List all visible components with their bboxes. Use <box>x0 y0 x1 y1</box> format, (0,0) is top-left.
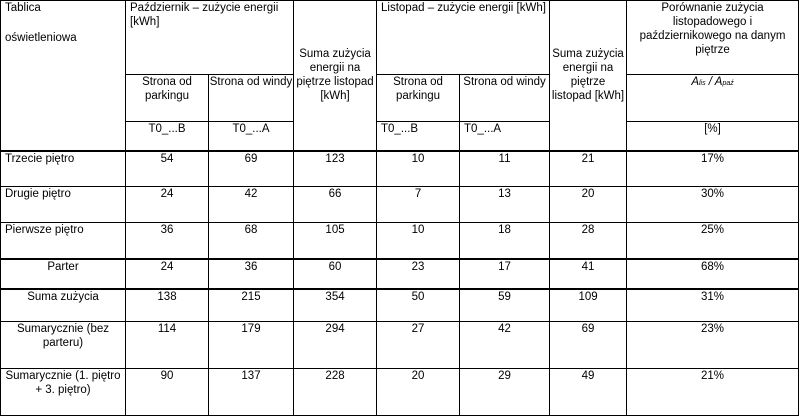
header-oswietleniowa: oświetleniowa <box>5 32 77 44</box>
table-row <box>1 223 799 259</box>
header-l-code-b: T0_...B <box>377 122 460 151</box>
cell-p-windy: 36 <box>209 259 294 289</box>
ratio-sub-lis: lis <box>698 80 706 87</box>
header-l-code-a: T0_...A <box>460 122 550 151</box>
cell-ratio: 30% <box>627 187 799 223</box>
table-row <box>1 322 799 369</box>
cell-ratio: 17% <box>627 151 799 187</box>
ratio-sub-paz: paź <box>722 80 734 87</box>
header-pazdziernik: Październik – zużycie energii [kWh] <box>126 1 294 75</box>
header-ratio-formula <box>627 75 799 122</box>
cell-p-windy: 68 <box>209 223 294 259</box>
cell-l-windy: 18 <box>460 223 550 259</box>
cell-p-suma: 60 <box>294 259 377 289</box>
table-row <box>1 369 799 416</box>
cell-l-suma: 109 <box>550 289 627 322</box>
row-label: Trzecie piętro <box>1 151 126 187</box>
cell-p-windy: 42 <box>209 187 294 223</box>
cell-p-windy: 69 <box>209 151 294 187</box>
cell-l-parking: 50 <box>377 289 460 322</box>
cell-l-suma: 28 <box>550 223 627 259</box>
ratio-slash-a: / A <box>705 76 723 88</box>
cell-p-suma: 294 <box>294 322 377 369</box>
header-tablica: Tablica <box>5 2 41 14</box>
cell-p-parking: 114 <box>126 322 209 369</box>
cell-l-parking: 10 <box>377 151 460 187</box>
cell-p-parking: 138 <box>126 289 209 322</box>
cell-l-parking: 10 <box>377 223 460 259</box>
header-p-code-a: T0_...A <box>209 122 294 151</box>
cell-ratio: 68% <box>627 259 799 289</box>
cell-l-windy: 29 <box>460 369 550 416</box>
cell-l-windy: 13 <box>460 187 550 223</box>
cell-ratio: 25% <box>627 223 799 259</box>
header-tablica-oswietleniowa <box>1 1 126 151</box>
cell-p-suma: 228 <box>294 369 377 416</box>
header-suma-pazdziernik: Suma zużycia energii na piętrze listopad [kWh] <box>294 1 377 151</box>
cell-p-suma: 354 <box>294 289 377 322</box>
table-row <box>1 151 799 187</box>
cell-l-suma: 20 <box>550 187 627 223</box>
cell-l-parking: 20 <box>377 369 460 416</box>
cell-l-suma: 41 <box>550 259 627 289</box>
cell-p-suma: 105 <box>294 223 377 259</box>
row-label: Drugie piętro <box>1 187 126 223</box>
header-porownanie: Porównanie zużycia listopadowego i październikowego na danym piętrze <box>627 1 799 75</box>
header-l-windy: Strona od windy <box>460 75 550 122</box>
cell-p-parking: 24 <box>126 187 209 223</box>
cell-l-suma: 69 <box>550 322 627 369</box>
cell-p-windy: 179 <box>209 322 294 369</box>
cell-l-windy: 17 <box>460 259 550 289</box>
table-row <box>1 259 799 289</box>
cell-p-windy: 137 <box>209 369 294 416</box>
header-p-windy: Strona od windy <box>209 75 294 122</box>
row-label: Pierwsze piętro <box>1 223 126 259</box>
cell-p-windy: 215 <box>209 289 294 322</box>
cell-l-suma: 49 <box>550 369 627 416</box>
header-suma-listopad: Suma zużycia energii na piętrze listopad [kWh] <box>550 1 627 151</box>
table-row <box>1 187 799 223</box>
header-p-code-b: T0_...B <box>126 122 209 151</box>
row-label: Sumarycznie (bez parteru) <box>1 322 126 369</box>
header-l-parking: Strona od parkingu <box>377 75 460 122</box>
row-label: Suma zużycia <box>1 289 126 322</box>
cell-l-suma: 21 <box>550 151 627 187</box>
row-label: Sumarycznie (1. piętro + 3. piętro) <box>1 369 126 416</box>
cell-l-parking: 7 <box>377 187 460 223</box>
cell-ratio: 23% <box>627 322 799 369</box>
table-row <box>1 289 799 322</box>
header-p-parking: Strona od parkingu <box>126 75 209 122</box>
cell-l-windy: 11 <box>460 151 550 187</box>
cell-l-windy: 42 <box>460 322 550 369</box>
cell-p-parking: 24 <box>126 259 209 289</box>
cell-p-parking: 54 <box>126 151 209 187</box>
cell-p-parking: 90 <box>126 369 209 416</box>
cell-p-suma: 66 <box>294 187 377 223</box>
cell-ratio: 31% <box>627 289 799 322</box>
cell-l-windy: 59 <box>460 289 550 322</box>
cell-p-suma: 123 <box>294 151 377 187</box>
row-label: Parter <box>1 259 126 289</box>
ratio-a1: A <box>691 76 699 88</box>
header-percent-unit: [%] <box>627 122 799 151</box>
cell-l-parking: 23 <box>377 259 460 289</box>
cell-p-parking: 36 <box>126 223 209 259</box>
cell-l-parking: 27 <box>377 322 460 369</box>
cell-ratio: 21% <box>627 369 799 416</box>
header-listopad: Listopad – zużycie energii [kWh] <box>377 1 550 75</box>
